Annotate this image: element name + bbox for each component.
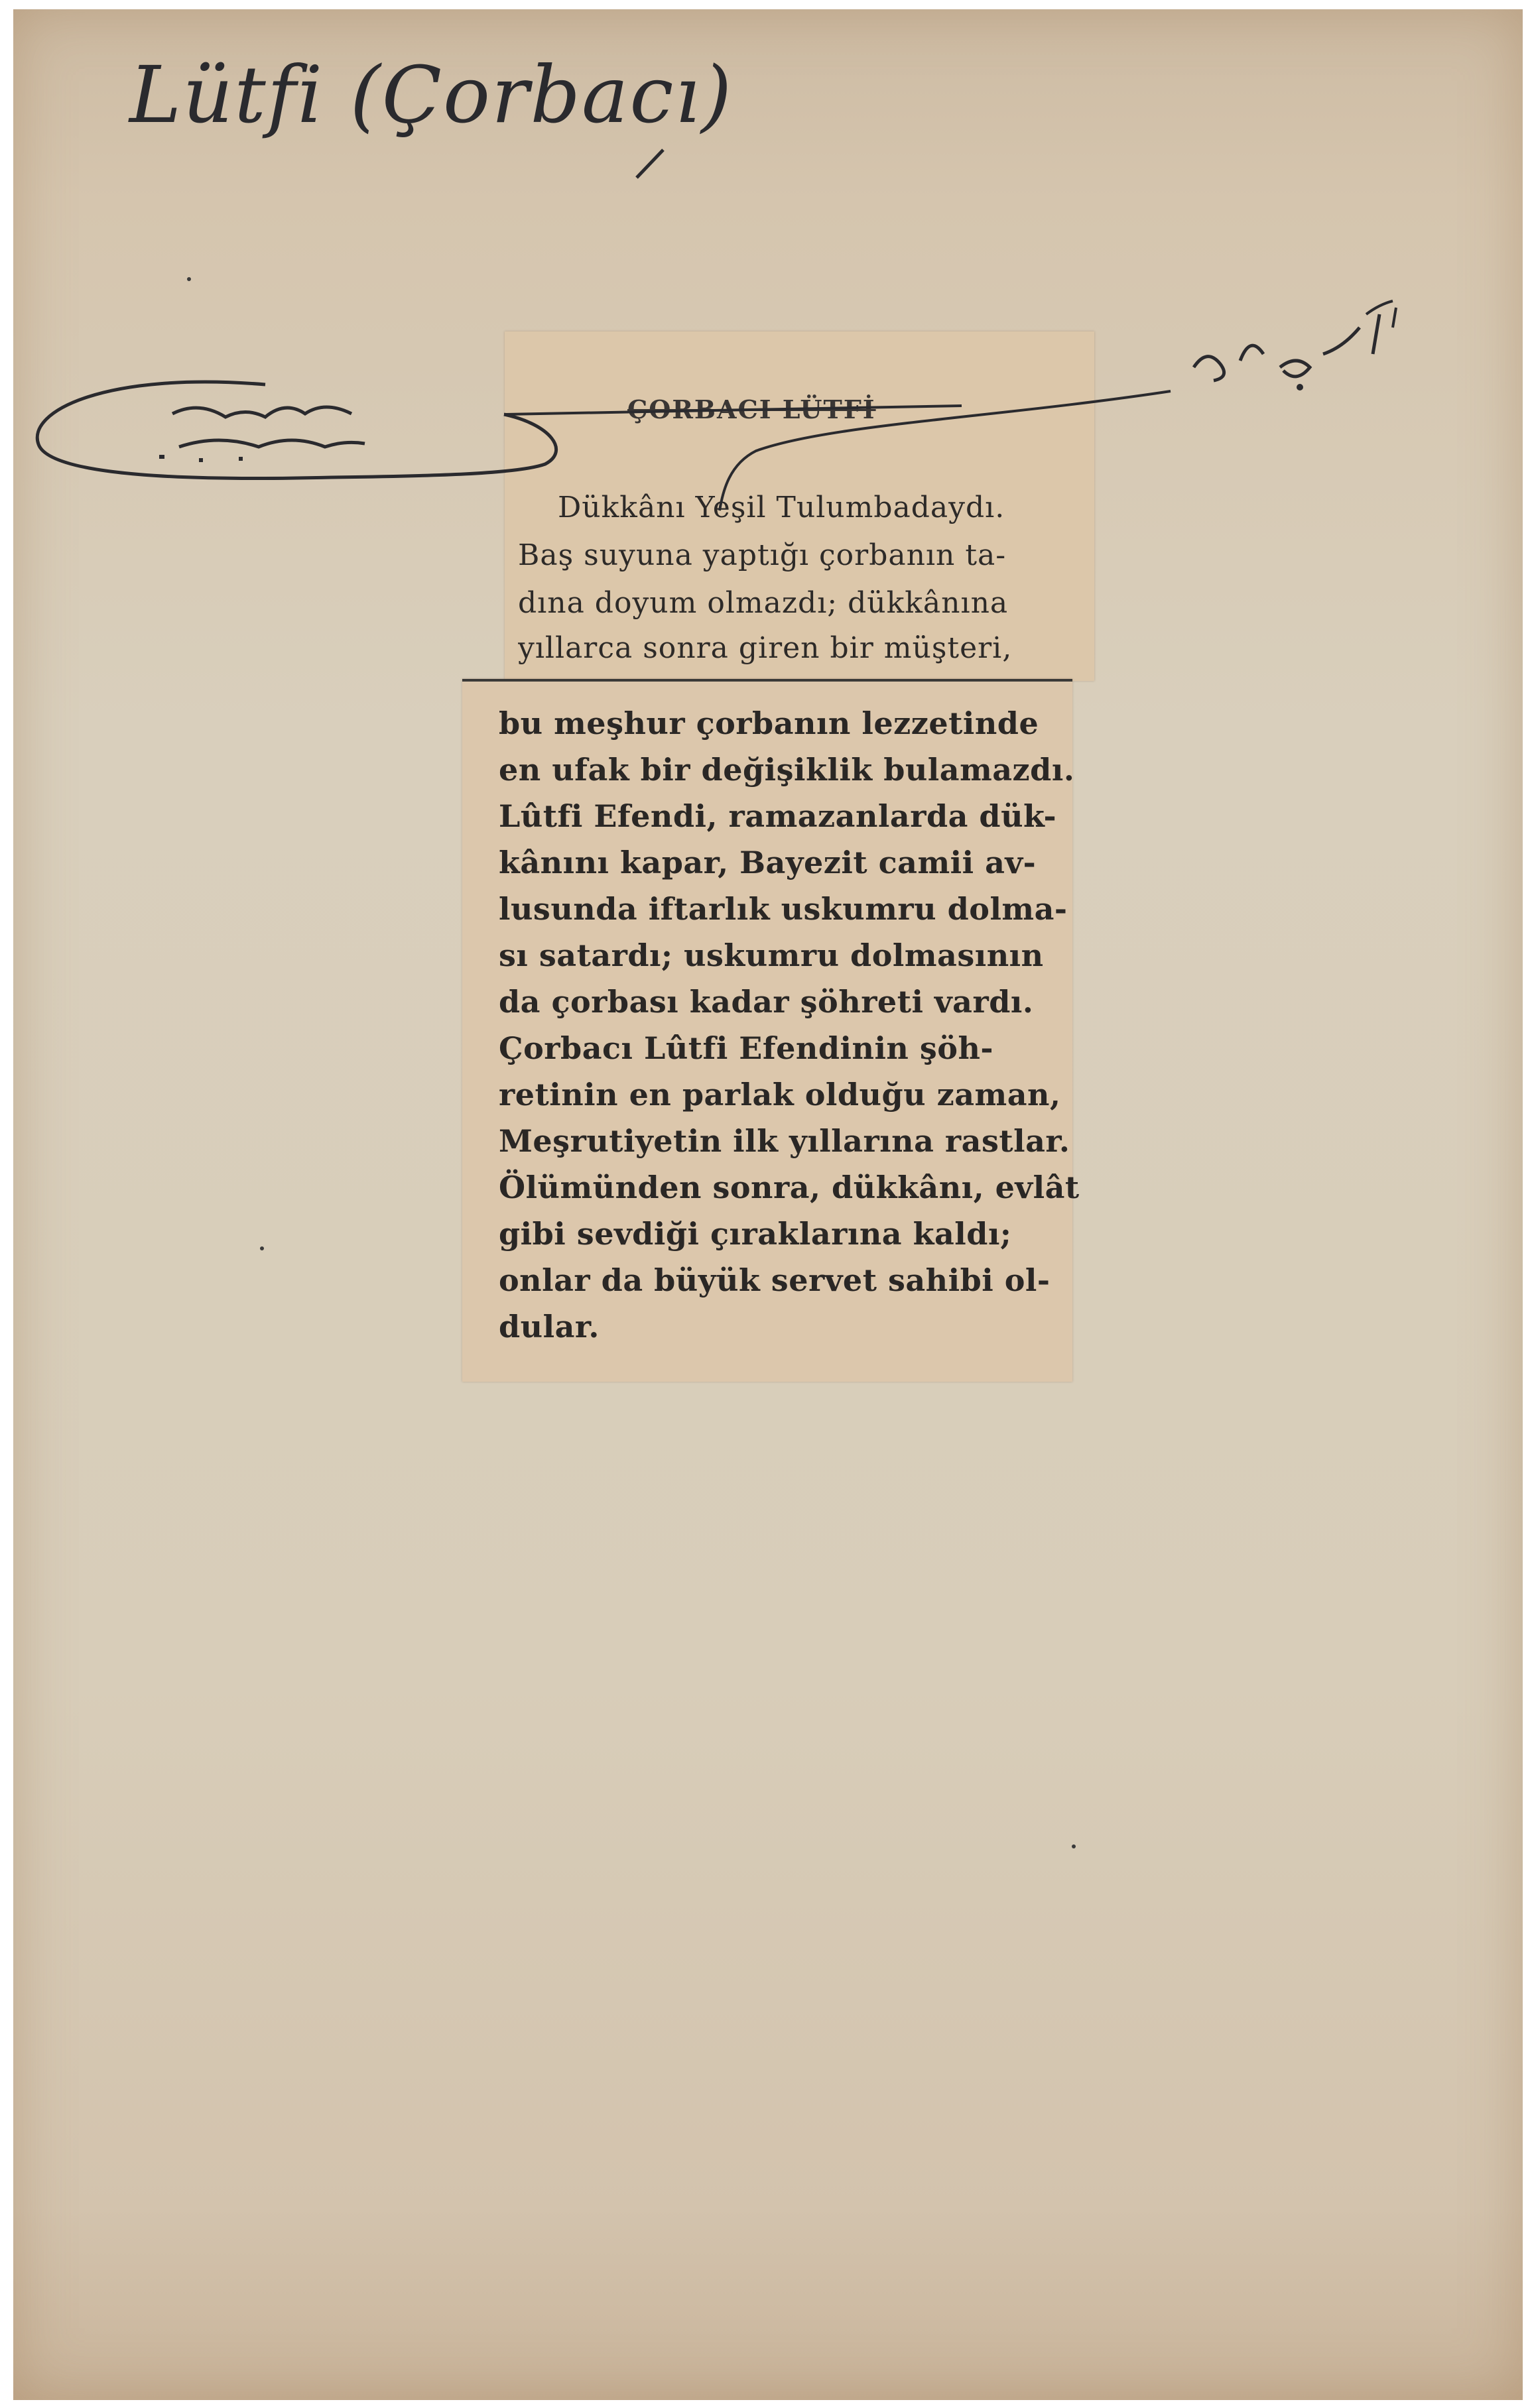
paper-speck — [187, 277, 191, 281]
clipping-line: en ufak bir değişiklik bulamazdı. — [499, 752, 1075, 788]
clipping-headline: ÇORBACI LÜTFİ — [627, 394, 876, 424]
handwritten-title: Lütfi (Çorbacı) — [129, 49, 734, 141]
clipping-line: yıllarca sonra giren bir müşteri, — [518, 631, 1013, 665]
ottoman-annotation-left — [46, 367, 577, 500]
clipping-line: dına doyum olmazdı; dükkânına — [518, 586, 1009, 620]
clipping-line: Ölümünden sonra, dükkânı, evlât — [499, 1170, 1080, 1205]
clipping-line: dular. — [499, 1309, 600, 1345]
clipping-line: gibi sevdiği çıraklarına kaldı; — [499, 1216, 1012, 1252]
clipping-line: onlar da büyük servet sahibi ol- — [499, 1262, 1051, 1298]
clipping-line: Çorbacı Lûtfi Efendinin şöh- — [499, 1030, 994, 1066]
clipping-line: da çorbası kadar şöhreti vardı. — [499, 984, 1034, 1020]
clipping-line: Lûtfi Efendi, ramazanlarda dük- — [499, 798, 1057, 834]
clipping-divider — [462, 679, 1072, 682]
clipping-line: Dükkânı Yeşil Tulumbadaydı. — [558, 491, 1005, 524]
clipping-line: kânını kapar, Bayezit camii av- — [499, 845, 1037, 880]
paper-speck — [1072, 1844, 1076, 1848]
clipping-line: sı satardı; uskumru dolmasının — [499, 937, 1044, 973]
clipping-line: lusunda iftarlık uskumru dolma- — [499, 891, 1068, 927]
clipping-line: bu meşhur çorbanın lezzetinde — [499, 705, 1039, 741]
clipping-top — [505, 331, 1094, 681]
archive-card — [13, 9, 1523, 2400]
clipping-line: retinin en parlak olduğu zaman, — [499, 1077, 1061, 1113]
ottoman-annotation-right — [1167, 288, 1419, 420]
paper-speck — [260, 1246, 264, 1250]
clipping-line: Meşrutiyetin ilk yıllarına rastlar. — [499, 1123, 1070, 1159]
clipping-line: Baş suyuna yaptığı çorbanın ta- — [518, 538, 1007, 572]
clipping-body — [462, 679, 1080, 1382]
